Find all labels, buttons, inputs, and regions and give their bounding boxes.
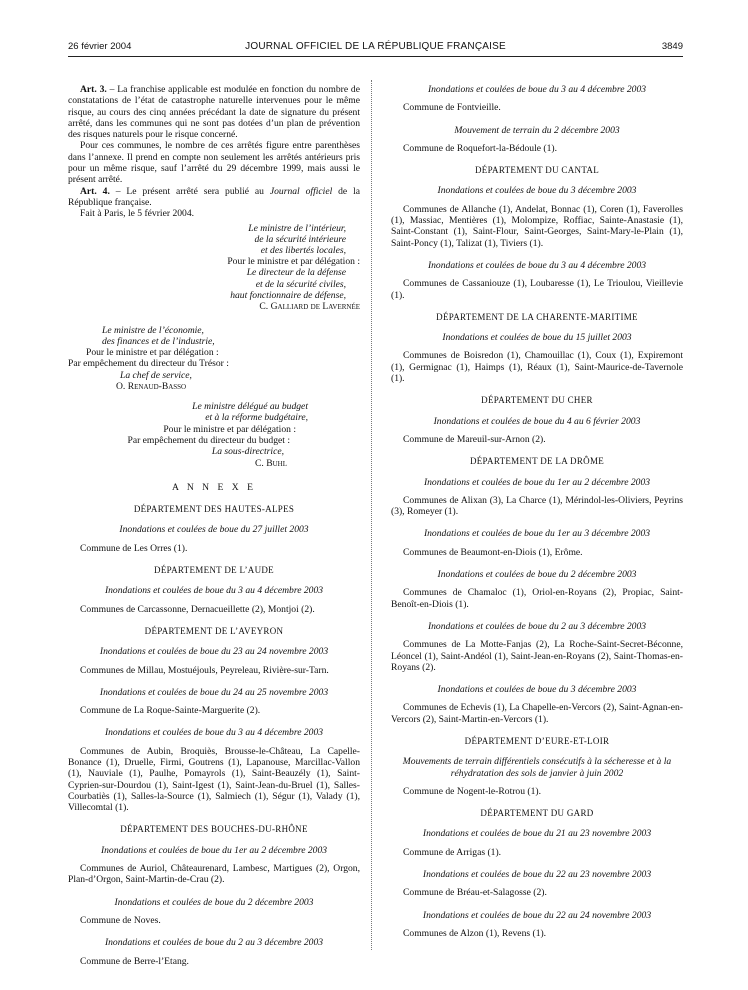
fait-a-paris: Fait à Paris, le 5 février 2004. (80, 208, 195, 220)
event-heading: Inondations et coulées de boue du 3 au 4 décembre 2003 (427, 84, 647, 95)
communes-list: Commune de Arrigas (1). (403, 846, 502, 858)
communes-list: Communes de Auriol, Châteaurenard, Lambesc, Martigues (2), Orgon, Plan-d’Orgon, Saint-Martin-de-Crau (2). (68, 863, 360, 886)
sig1-title: et de la sécurité civiles, (255, 278, 346, 290)
header-page-number: 3849 (661, 41, 683, 52)
event-heading: Inondations et coulées de boue du 15 juillet 2003 (442, 332, 632, 344)
annexe-right-entries (391, 84, 683, 939)
communes-list: Communes de Alixan (3), La Charce (1), Mérindol-les-Oliviers, Peyrins (3), Romeyer (1). (391, 494, 683, 518)
article-3-paragraph-2: Pour ces communes, le nombre de ces arrêtés figure entre parenthèses dans l’annexe. Il prend en compte non seulement les arrêtés antérieurs pris pour un même risque, sauf l’arrêté du 29 décembre 1999, mais aussi le présent arrêté. (68, 140, 360, 186)
communes-list: Communes de Chamaloc (1), Oriol-en-Royans (2), Propiac, Saint-Benoît-en-Diois (1). (391, 587, 683, 610)
sig3-title: La sous-directrice, (211, 446, 284, 458)
header-date: 26 février 2004 (68, 41, 132, 52)
communes-list: Commune de Fontvieille. (403, 102, 501, 114)
header-rule (68, 56, 683, 57)
event-heading: Inondations et coulées de boue du 27 juillet 2003 (119, 524, 309, 536)
event-heading: Inondations et coulées de boue du 24 au 25 novembre 2003 (99, 686, 329, 698)
event-heading: Inondations et coulées de boue du 22 au 24 novembre 2003 (422, 909, 652, 921)
event-heading: Inondations et coulées de boue du 3 au 4 décembre 2003 (104, 727, 324, 739)
communes-list: Commune de Mareuil-sur-Arnon (2). (403, 433, 546, 445)
department-heading: DÉPARTEMENT DES BOUCHES-DU-RHÔNE (120, 824, 308, 835)
page-header (68, 41, 683, 55)
article-3-label: Art. 3. (80, 84, 107, 95)
event-heading: Inondations et coulées de boue du 22 au 23 novembre 2003 (422, 869, 652, 881)
sig1-name: C. Galliard de Lavernée (259, 301, 360, 313)
event-heading: Inondations et coulées de boue du 1er au 2 décembre 2003 (100, 844, 328, 856)
department-heading: DÉPARTEMENT DU CHER (481, 395, 593, 406)
communes-list: Communes de Boisredon (1), Chamouillac (1), Coux (1), Expiremont (1), Germignac (1), Haimps (1), Réaux (1), Saint-Maurice-de-Tavernole (1). (391, 350, 683, 385)
communes-list: Commune de Noves. (80, 914, 161, 926)
event-heading: Mouvements de terrain différentiels consécutifs à la sécheresse et à la réhydratation des sols de janvier à juin 2002 (402, 756, 672, 779)
event-heading: Inondations et coulées de boue du 1er au 3 décembre 2003 (423, 528, 651, 540)
article-3 (68, 84, 360, 140)
communes-list: Communes de Allanche (1), Andelat, Bonnac (1), Coren (1), Faverolles (1), Massiac, Mentières (1), Molompize, Roffiac, Sainte-Anastasie (1), Saint-Constant (1), Saint-Flour, Saint-Georges, Saint-Mary-le-Plain (1), Saint-Poncy (1), Talizat (1), Tiviers (1). (391, 203, 683, 249)
event-heading: Inondations et coulées de boue du 4 au 6 février 2003 (433, 415, 641, 427)
annexe-title: A N N E X E (172, 481, 256, 493)
sig2-line: des finances et de l’industrie, (102, 335, 215, 347)
communes-list: Commune de Nogent-le-Rotrou (1). (403, 785, 542, 797)
event-heading: Inondations et coulées de boue du 21 au 23 novembre 2003 (422, 828, 652, 840)
communes-list: Communes de Alzon (1), Revens (1). (403, 927, 547, 939)
department-heading: DÉPARTEMENT D’EURE-ET-LOIR (464, 735, 610, 746)
sig2-delegation: Pour le ministre et par délégation : (86, 347, 219, 359)
sig2-title: La chef de service, (120, 369, 192, 381)
annexe-left-entries (68, 504, 360, 967)
event-heading: Inondations et coulées de boue du 2 décembre 2003 (114, 896, 314, 908)
signature-budget (68, 401, 360, 423)
communes-list: Communes de Aubin, Broquiès, Brousse-le-Château, La Capelle-Bonance (1), Druelle, Firmi, Goutrens (1), Lapanouse, Marcillac-Vallon (1), Nauviale (1), Paulhe, Pomayrols (1), Saint-Beauzély (1), Saint-Cyprien-sur-Dourdou (1), Saint-Igest (1), Saint-Jean-du-Bruel (1), Salles-Courbatiès (1), Salles-la-Source (1), Salmiech (1), Ségur (1), Valady (1), Villecomtal (1). (68, 745, 360, 814)
event-heading: Inondations et coulées de boue du 23 au 24 novembre 2003 (99, 646, 329, 658)
department-heading: DÉPARTEMENT DE LA CHARENTE-MARITIME (436, 311, 638, 322)
sig3-delegation: Pour le ministre et par délégation : (163, 423, 296, 435)
communes-list: Communes de La Motte-Fanjas (2), La Roche-Saint-Secret-Béconne, Léoncel (1), Saint-Andéol (1), Saint-Jean-en-Royans (2), Saint-Thomas-en-Royans (2). (391, 639, 683, 673)
event-heading: Inondations et coulées de boue du 2 au 3 décembre 2003 (104, 937, 324, 949)
right-column (391, 84, 683, 950)
event-heading: Inondations et coulées de boue du 3 au 4 décembre 2003 (427, 259, 647, 271)
event-heading: Inondations et coulées de boue du 3 au 4 décembre 2003 (104, 585, 324, 597)
communes-list: Communes de Echevis (1), La Chapelle-en-Vercors (2), Saint-Agnan-en-Vercors (2), Saint-Martin-en-Vercors (1). (391, 702, 683, 725)
event-heading: Inondations et coulées de boue du 2 au 3 décembre 2003 (427, 620, 647, 632)
communes-list: Communes de Beaumont-en-Diois (1), Erôme. (403, 546, 583, 558)
sig2-empechement: Par empêchement du directeur du Trésor : (68, 358, 229, 370)
event-heading: Inondations et coulées de boue du 1er au 2 décembre 2003 (423, 476, 651, 488)
communes-list: Commune de Les Orres (1). (80, 542, 188, 554)
header-journal-title: JOURNAL OFFICIEL DE LA RÉPUBLIQUE FRANÇAISE (245, 41, 506, 52)
sig1-line: Le ministre de l’intérieur, (248, 222, 346, 234)
article-4-text-a: – Le présent arrêté sera publié au (109, 185, 270, 197)
communes-list: Communes de Cassaniouze (1), Loubaresse (1), Le Trioulou, Vieillevie (1). (391, 278, 683, 301)
sig2-line: Le ministre de l’économie, (102, 324, 204, 336)
department-heading: DÉPARTEMENT DE L’AVEYRON (144, 625, 284, 636)
column-divider (371, 80, 372, 950)
department-heading: DÉPARTEMENT DU CANTAL (474, 165, 600, 176)
department-heading: DÉPARTEMENT DE L’AUDE (154, 565, 274, 576)
article-4 (68, 186, 360, 209)
article-4-label: Art. 4. (80, 185, 110, 197)
sig3-empechement: Par empêchement du directeur du budget : (127, 434, 290, 446)
article-4-text-b: de la République française. (68, 185, 360, 208)
sig1-line: et des libertés locales, (260, 244, 346, 256)
department-heading: DÉPARTEMENT DES HAUTES-ALPES (133, 504, 295, 515)
sig2-name: O. Renaud-Basso (116, 380, 187, 392)
sig3-line: Le ministre délégué au budget (192, 401, 308, 413)
department-heading: DÉPARTEMENT DE LA DRÔME (469, 456, 605, 467)
signature-interieur (68, 223, 360, 257)
left-column (68, 84, 360, 978)
communes-list: Commune de Roquefort-la-Bédoule (1). (403, 142, 557, 154)
article-4-journal: Journal officiel (269, 185, 333, 197)
sig1-title-block (68, 267, 360, 301)
event-heading: Inondations et coulées de boue du 3 décembre 2003 (437, 684, 637, 696)
sig1-title: haut fonctionnaire de défense, (230, 290, 346, 302)
communes-list: Commune de Bréau-et-Salagosse (2). (403, 887, 547, 899)
sig3-name: C. Buhl (255, 457, 287, 469)
communes-list: Communes de Carcassonne, Dernacueillette (2), Montjoi (2). (80, 603, 315, 615)
sig1-line: de la sécurité intérieure (254, 233, 346, 245)
event-heading: Mouvement de terrain du 2 décembre 2003 (454, 124, 620, 136)
article-3-text: – La franchise applicable est modulée en fonction du nombre de constatations de l’état de catastrophe naturelle intervenues pour le même risque, au cours des cinq années précédant la date de signature du présent arrêté, dans les communes qui ne sont pas dotées d’un plan de prévention des risques naturels pour le risque concerné. (68, 84, 360, 141)
signature-economie (68, 325, 360, 347)
department-heading: DÉPARTEMENT DU GARD (480, 808, 594, 819)
communes-list: Commune de La Roque-Sainte-Marguerite (2). (80, 705, 261, 717)
event-heading: Inondations et coulées de boue du 3 décembre 2003 (437, 185, 637, 197)
communes-list: Commune de Berre-l’Etang. (80, 955, 189, 967)
communes-list: Communes de Millau, Mostuéjouls, Peyreleau, Rivière-sur-Tarn. (80, 664, 329, 676)
sig1-delegation: Pour le ministre et par délégation : (227, 256, 360, 268)
sig1-title: Le directeur de la défense (246, 267, 346, 279)
event-heading: Inondations et coulées de boue du 2 décembre 2003 (437, 569, 637, 581)
sig3-line: et à la réforme budgétaire, (205, 412, 308, 424)
